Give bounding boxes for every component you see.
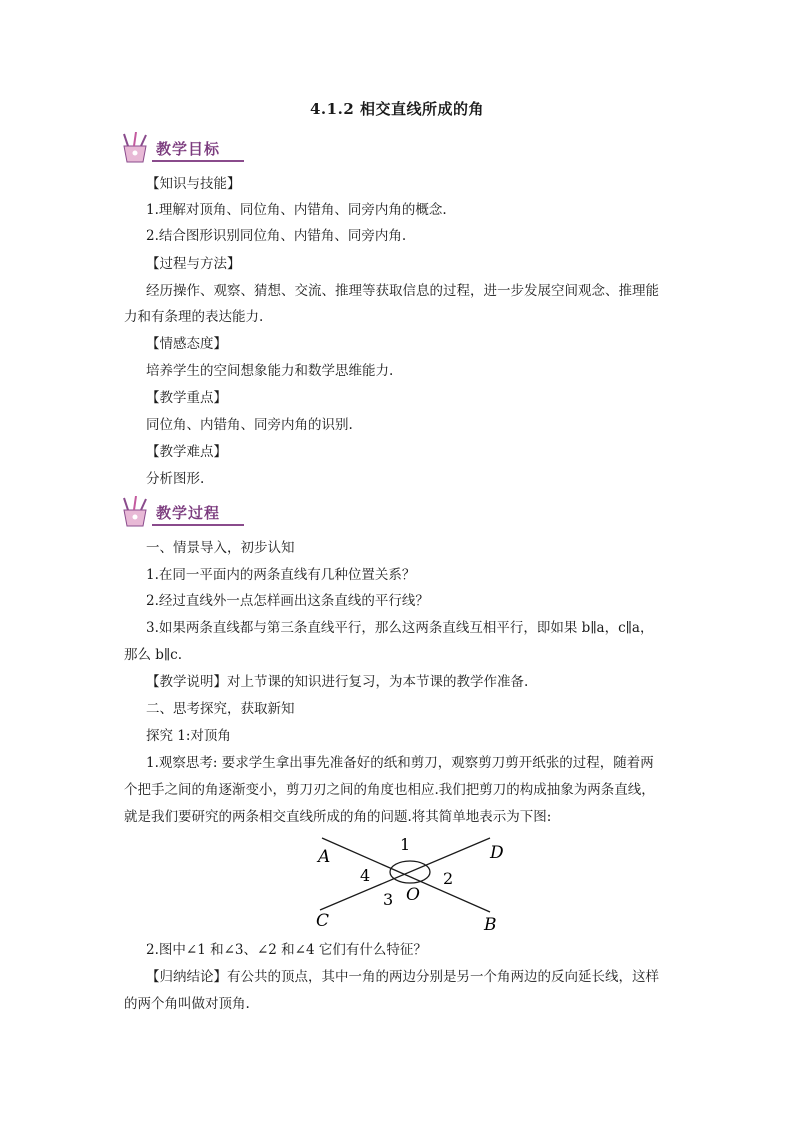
text-line: 经历操作、观察、猜想、交流、推理等获取信息的过程，进一步发展空间观念、推理能 [146,283,659,299]
text-line: 1.观察思考: 要求学生拿出事先准备好的纸和剪刀，观察剪刀剪开纸张的过程，随着两 [146,755,654,771]
text-line: 3.如果两条直线都与第三条直线平行，那么这两条直线互相平行，即如果 b∥a，c∥a， [146,620,654,636]
text-line: 【情感态度】 [146,336,227,352]
text-line: 【教学说明】对上节课的知识进行复习，为本节课的教学作准备. [146,674,529,690]
label-O: O [406,885,420,905]
text-line: 探究 1:对顶角 [146,728,231,744]
text-line: 1.在同一平面内的两条直线有几种位置关系？ [146,567,416,583]
angle-label-3: 3 [383,890,394,909]
text-line: 的两个角叫做对顶角. [124,996,250,1012]
angle-label-2: 2 [443,869,454,888]
text-line: 1.理解对顶角、同位角、内错角、同旁内角的概念. [146,202,447,218]
text-line: 2.结合图形识别同位角、内错角、同旁内角. [146,228,407,244]
section-title-process: 教学过程 [156,504,221,522]
text-line: 那么 b∥c. [124,647,183,663]
text-line: 2.图中∠1 和∠3、∠2 和∠4 它们有什么特征？ [146,942,427,958]
intersecting-lines-diagram [300,830,530,940]
text-line: 2.经过直线外一点怎样画出这条直线的平行线？ [146,593,429,609]
text-line: 就是我们要研究的两条相交直线所成的角的问题.将其简单地表示为下图: [124,809,552,825]
text-line: 二、思考探究，获取新知 [146,701,295,717]
text-line: 【教学重点】 [146,390,227,406]
label-B: B [484,915,497,935]
text-line: 【知识与技能】 [146,176,241,192]
text-line: 【教学难点】 [146,444,227,460]
text-line: 一、情景导入，初步认知 [146,540,295,556]
label-C: C [316,911,330,931]
text-line: 培养学生的空间想象能力和数学思维能力. [146,363,394,379]
text-line: 个把手之间的角逐渐变小，剪刀刃之间的角度也相应.我们把剪刀的构成抽象为两条直线， [124,782,655,798]
text-line: 【过程与方法】 [146,256,241,272]
section-banner-objectives [116,132,246,166]
label-A: A [318,847,331,867]
text-line: 【归纳结论】有公共的顶点，其中一角的两边分别是另一个角两边的反向延长线，这样 [146,969,659,985]
page-title: 4.1.2 相交直线所成的角 [310,100,484,118]
angle-label-1: 1 [400,835,411,854]
label-D: D [490,843,504,863]
text-line: 分析图形. [146,471,205,487]
section-banner-process [116,496,246,530]
text-line: 力和有条理的表达能力. [124,309,264,325]
section-title-objectives: 教学目标 [156,140,221,158]
angle-label-4: 4 [360,866,371,885]
text-line: 同位角、内错角、同旁内角的识别. [146,417,353,433]
